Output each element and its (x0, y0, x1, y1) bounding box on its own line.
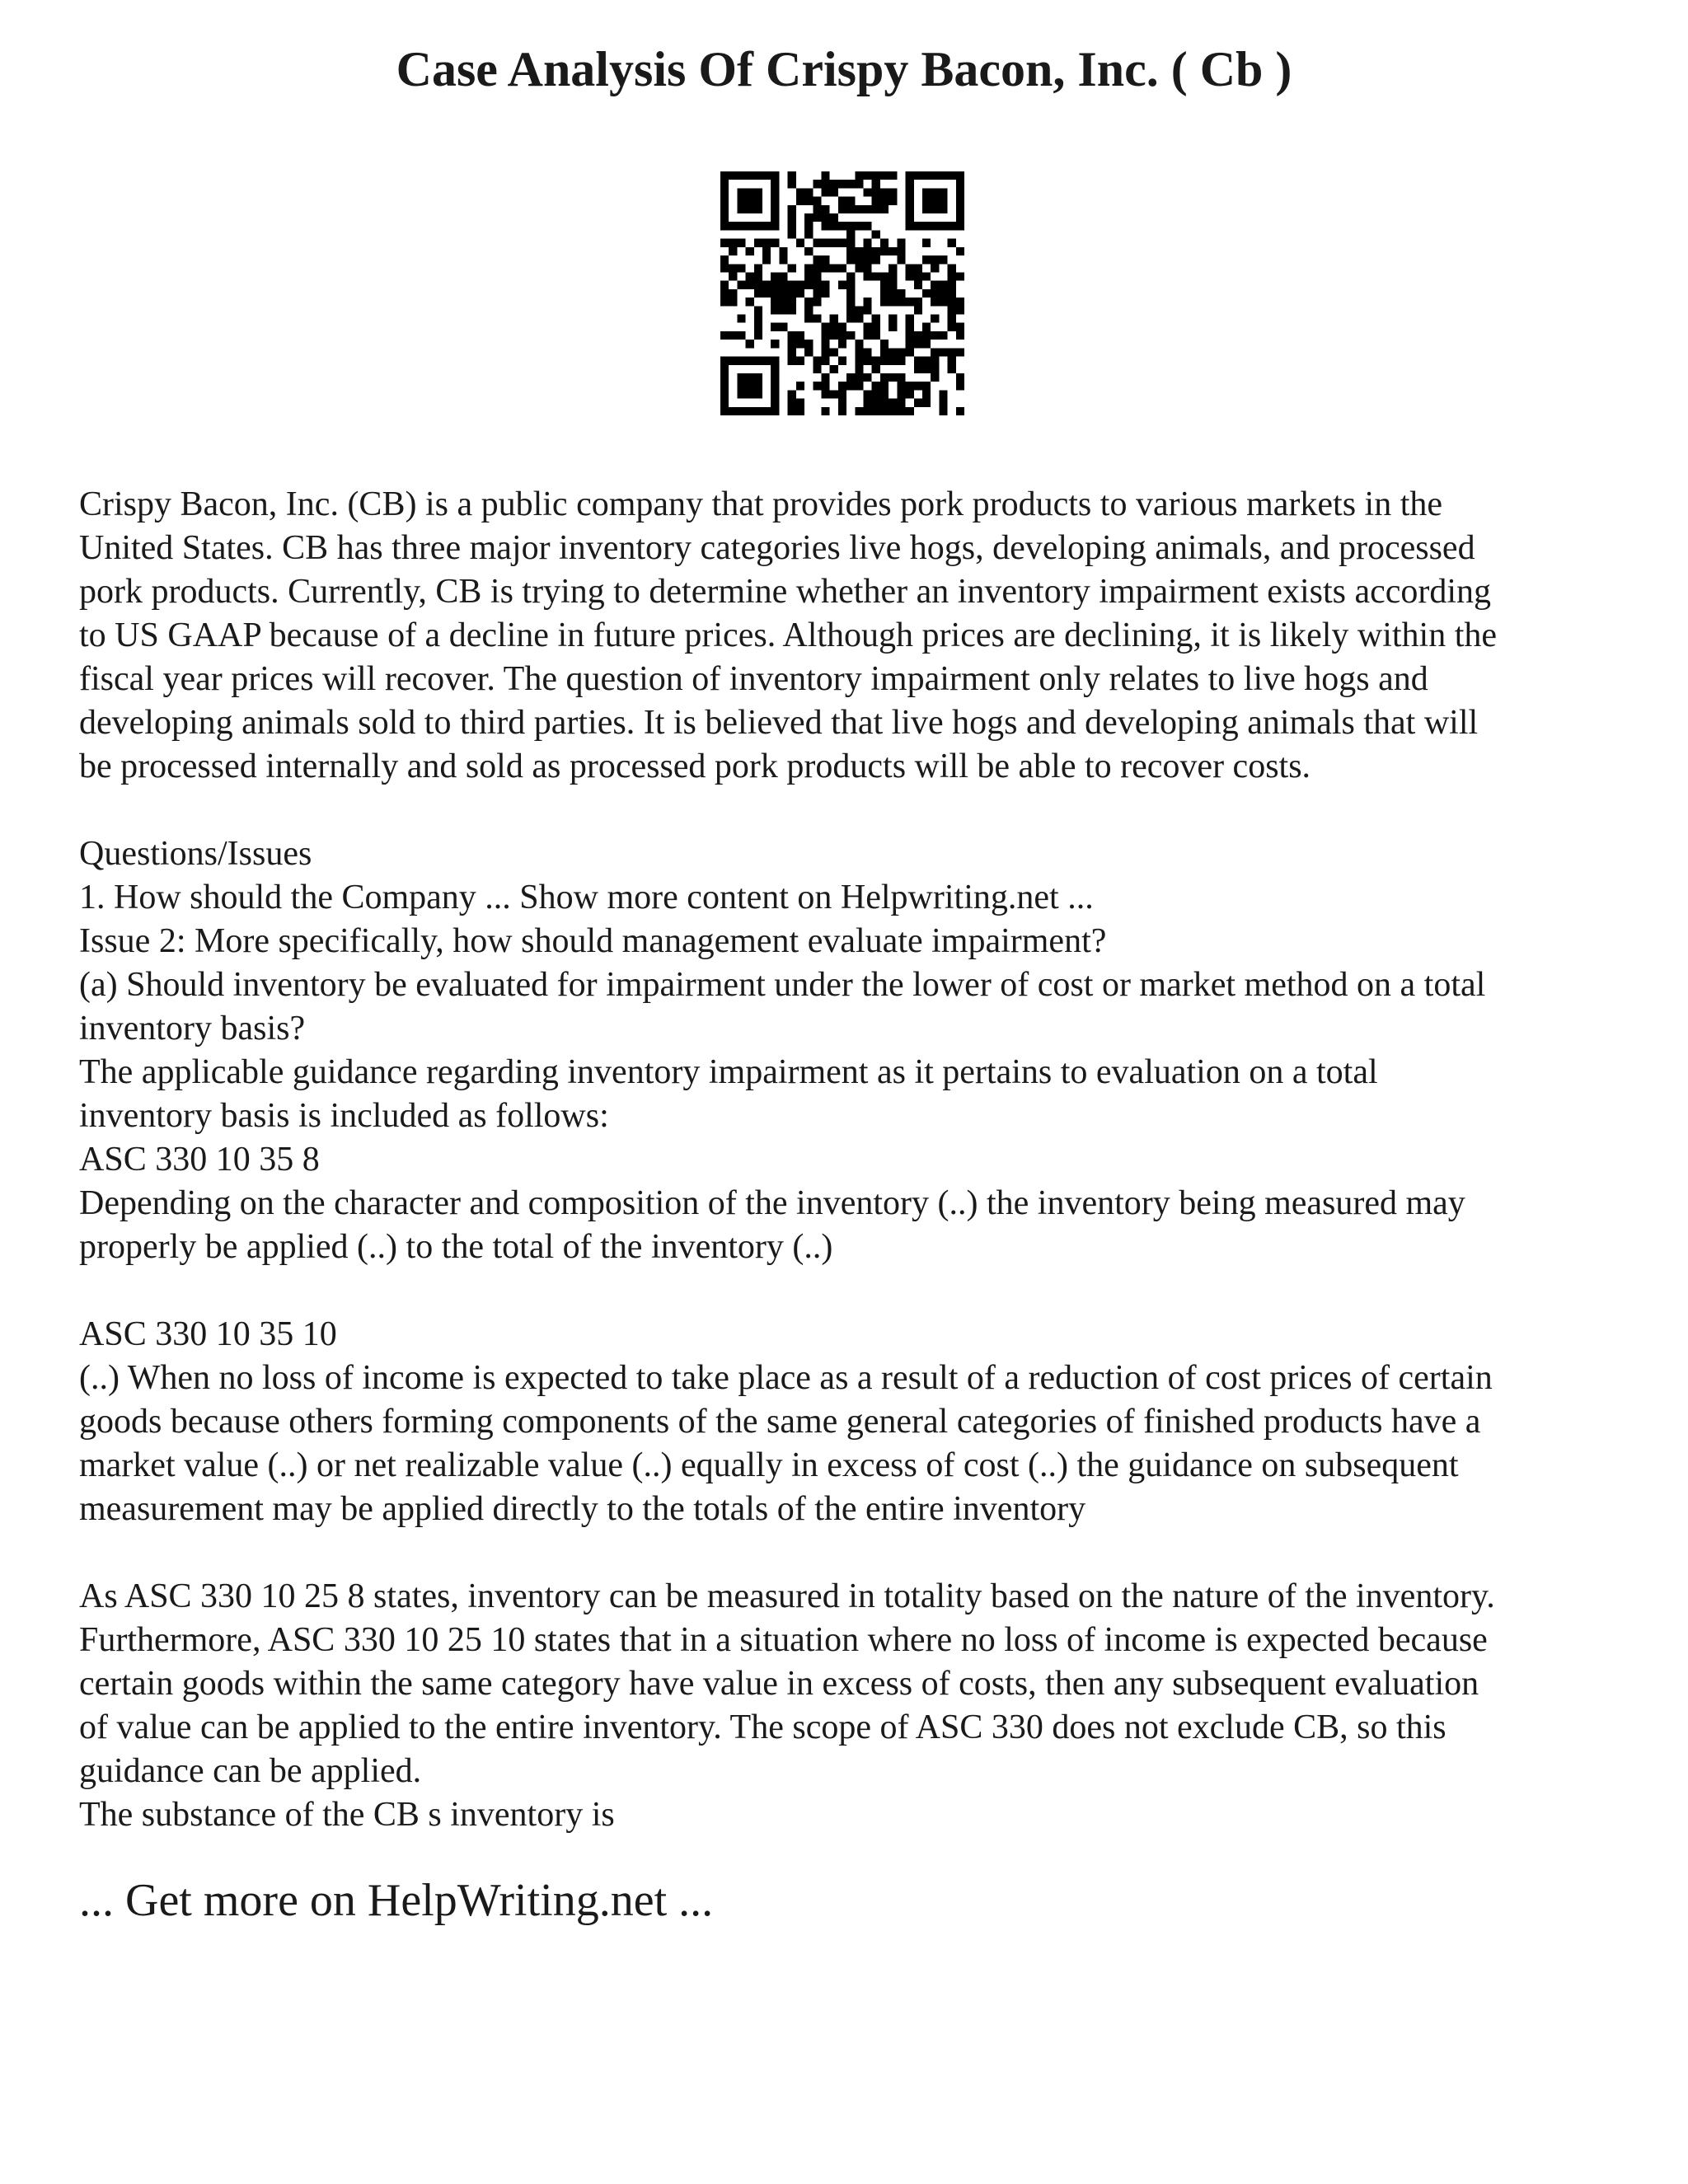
qr-code-icon[interactable] (720, 171, 964, 415)
document-body (79, 483, 1629, 1837)
text-line: pork products. Currently, CB is trying to determine whether an inventory impairment exists according (79, 573, 1492, 611)
text-line: measurement may be applied directly to the totals of the entire inventory (79, 1490, 1086, 1528)
text-line: United States. CB has three major inventory categories live hogs, developing animals, and processed (79, 529, 1475, 567)
text-line: As ASC 330 10 25 8 states, inventory can be measured in totality based on the nature of the inventory. (79, 1577, 1495, 1615)
text-line: Depending on the character and composition of the inventory (..) the inventory being measured may (79, 1184, 1465, 1222)
text-line: The substance of the CB s inventory is (79, 1796, 615, 1834)
get-more-link[interactable]: ... Get more on HelpWriting.net ... (79, 1875, 714, 1926)
text-line: developing animals sold to third parties. It is believed that live hogs and developing animals that will (79, 704, 1479, 742)
text-line: inventory basis? (79, 1010, 306, 1047)
text-line: inventory basis is included as follows: (79, 1097, 609, 1135)
paragraph-intro (79, 483, 1629, 789)
text-line: certain goods within the same category have value in excess of costs, then any subsequent evaluation (79, 1665, 1479, 1703)
text-line: of value can be applied to the entire inventory. The scope of ASC 330 does not exclude CB, so this (79, 1708, 1447, 1746)
text-line: ASC 330 10 35 10 (79, 1315, 337, 1353)
text-line: (a) Should inventory be evaluated for impairment under the lower of cost or market method on a total (79, 966, 1486, 1004)
text-line: fiscal year prices will recover. The question of inventory impairment only relates to live hogs and (79, 660, 1428, 698)
text-line: properly be applied (..) to the total of the inventory (..) (79, 1228, 833, 1266)
document-title: Case Analysis Of Crispy Bacon, Inc. ( Cb ) (396, 42, 1292, 96)
paragraph-questions (79, 832, 1629, 1269)
paragraph-gap (79, 789, 1629, 832)
text-line: The applicable guidance regarding inventory impairment as it pertains to evaluation on a total (79, 1053, 1378, 1091)
text-line: Furthermore, ASC 330 10 25 10 states that in a situation where no loss of income is expected because (79, 1621, 1488, 1659)
paragraph-analysis (79, 1575, 1629, 1837)
paragraph-asc-35-10 (79, 1313, 1629, 1531)
text-line: be processed internally and sold as processed pork products will be able to recover costs. (79, 748, 1311, 785)
text-line: Questions/Issues (79, 835, 312, 873)
text-line: ASC 330 10 35 8 (79, 1141, 320, 1179)
paragraph-gap (79, 1531, 1629, 1575)
text-line: Crispy Bacon, Inc. (CB) is a public company that provides pork products to various markets in the (79, 485, 1443, 523)
text-line: (..) When no loss of income is expected to take place as a result of a reduction of cost prices of certain (79, 1359, 1493, 1397)
text-line: goods because others forming components of the same general categories of finished products have a (79, 1403, 1481, 1441)
text-line: 1. How should the Company ... Show more content on Helpwriting.net ... (79, 879, 1094, 916)
text-line: guidance can be applied. (79, 1752, 422, 1790)
paragraph-gap (79, 1269, 1629, 1313)
text-line: market value (..) or net realizable value (..) equally in excess of cost (..) the guidance on subsequent (79, 1446, 1459, 1484)
text-line: to US GAAP because of a decline in future prices. Although prices are declining, it is likely within the (79, 616, 1498, 654)
text-line: Issue 2: More specifically, how should management evaluate impairment? (79, 922, 1107, 960)
